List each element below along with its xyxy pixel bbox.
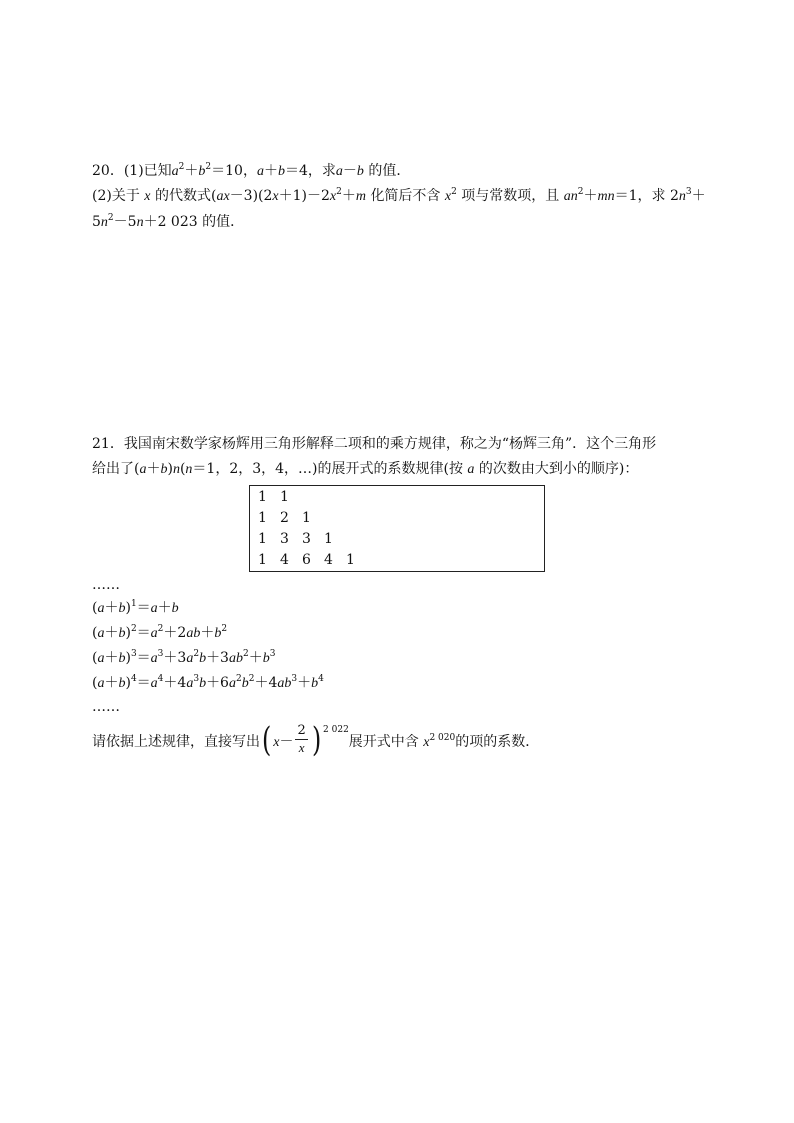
q20-part2-mid1: 的代数式( [154,188,217,204]
q21-line2-seq: ＝1，2，3，4，…)的展开式的系数规律(按 [192,461,463,477]
triangle-row-3 [258,530,346,548]
triangle-cell: 1 [258,531,267,547]
q20-number: 20． [92,163,124,179]
q21-line2-prefix: 给出了( [92,461,140,477]
q21-line-1 [92,435,656,453]
fraction-denominator: x [298,740,305,755]
yanghui-triangle-box [249,485,545,572]
ellipsis-2: …… [92,699,120,715]
triangle-cell: 2 [280,510,289,526]
q21-final-question: 请依据上述规律，直接写出( x－ $\frac{2}{x}$ ) $^{2 022}$展开式中含 $x^{2 020}$的项的系数． [92,720,540,760]
q21-line2-mid: ( [179,461,186,477]
expansion-power-3: $(a+b)^3=a^3+3a^2b+3ab^2+b^3$ [92,649,276,666]
q20-line-1: 20．(1)已知$a^2+b^2=10$，a＋b＝4，求a－b 的值． [92,162,411,179]
q21-line-2: 给出了(a＋b)n(n＝1，2，3，4，…)的展开式的系数规律(按 a 的次数由大到小的顺序)： [92,461,639,477]
triangle-cell: 1 [346,552,355,568]
q20-part1-tail: 的值． [368,163,411,179]
q21-final-tail: 的项的系数． [455,734,540,750]
q20-line3-tail: ＋2 023 的值． [143,214,245,230]
triangle-cell: 4 [280,552,289,568]
q20-line-3: $5n^2-5n+2$ 023 的值． [92,213,245,230]
triangle-cell: 1 [280,489,289,505]
left-paren: ( [261,720,272,760]
triangle-cell: 3 [302,531,311,547]
fraction-numerator: 2 [297,723,306,738]
triangle-cell: 4 [324,552,333,568]
triangle-cell: 6 [302,552,311,568]
q20-part1-prefix: (1)已知 [123,163,172,179]
fraction-two-over-x [295,723,307,757]
expansion-power-4: $(a+b)^4=a^4+4a^3b+6a^2b^2+4ab^3+b^4$ [92,674,324,691]
q20-part2-mid4: ＝1，求 2 [614,188,679,204]
triangle-cell: 1 [324,531,333,547]
triangle-row-1 [258,488,302,506]
right-paren: ) [311,720,322,760]
triangle-cell: 1 [258,510,267,526]
triangle-row-2 [258,509,324,527]
triangle-cell: 1 [258,552,267,568]
q20-part1-eq1: ＝10， [211,163,257,179]
q21-line2-tail: 的次数由大到小的顺序)： [478,461,639,477]
q20-part2-mid3: 项与常数项，且 [461,188,560,204]
triangle-cell: 1 [258,489,267,505]
ellipsis-1: …… [92,577,120,593]
q20-line-2: (2)关于 x 的代数式$(ax-3)(2x+1)-2x^2+m$ 化简后不含 $x^2$ 项与常数项，且 $an^2+mn=1$，求 $2n^3+$ [92,187,706,204]
q20-part2-mid2: 化简后不含 [370,188,441,204]
power-exponent: 2 022 [323,725,349,735]
q21-number: 21． [92,436,124,452]
triangle-cell: 3 [280,531,289,547]
q20-part2-prefix: (2)关于 [92,188,140,204]
expansion-power-1: $(a+b)^1=a+b$ [92,599,179,616]
triangle-cell: 1 [302,510,311,526]
x-exponent: 2 020 [429,733,456,743]
q21-line1-text: 我国南宋数学家杨辉用三角形解释二项和的乘方规律，称之为“杨辉三角”．这个三角形 [123,436,657,452]
q21-final-prefix: 请依据上述规律，直接写出 [92,734,260,750]
q20-part1-eq2: ＝4，求 [284,163,336,179]
expansion-power-2: $(a+b)^2=a^2+2ab+b^2$ [92,624,228,641]
triangle-row-4 [258,551,368,569]
